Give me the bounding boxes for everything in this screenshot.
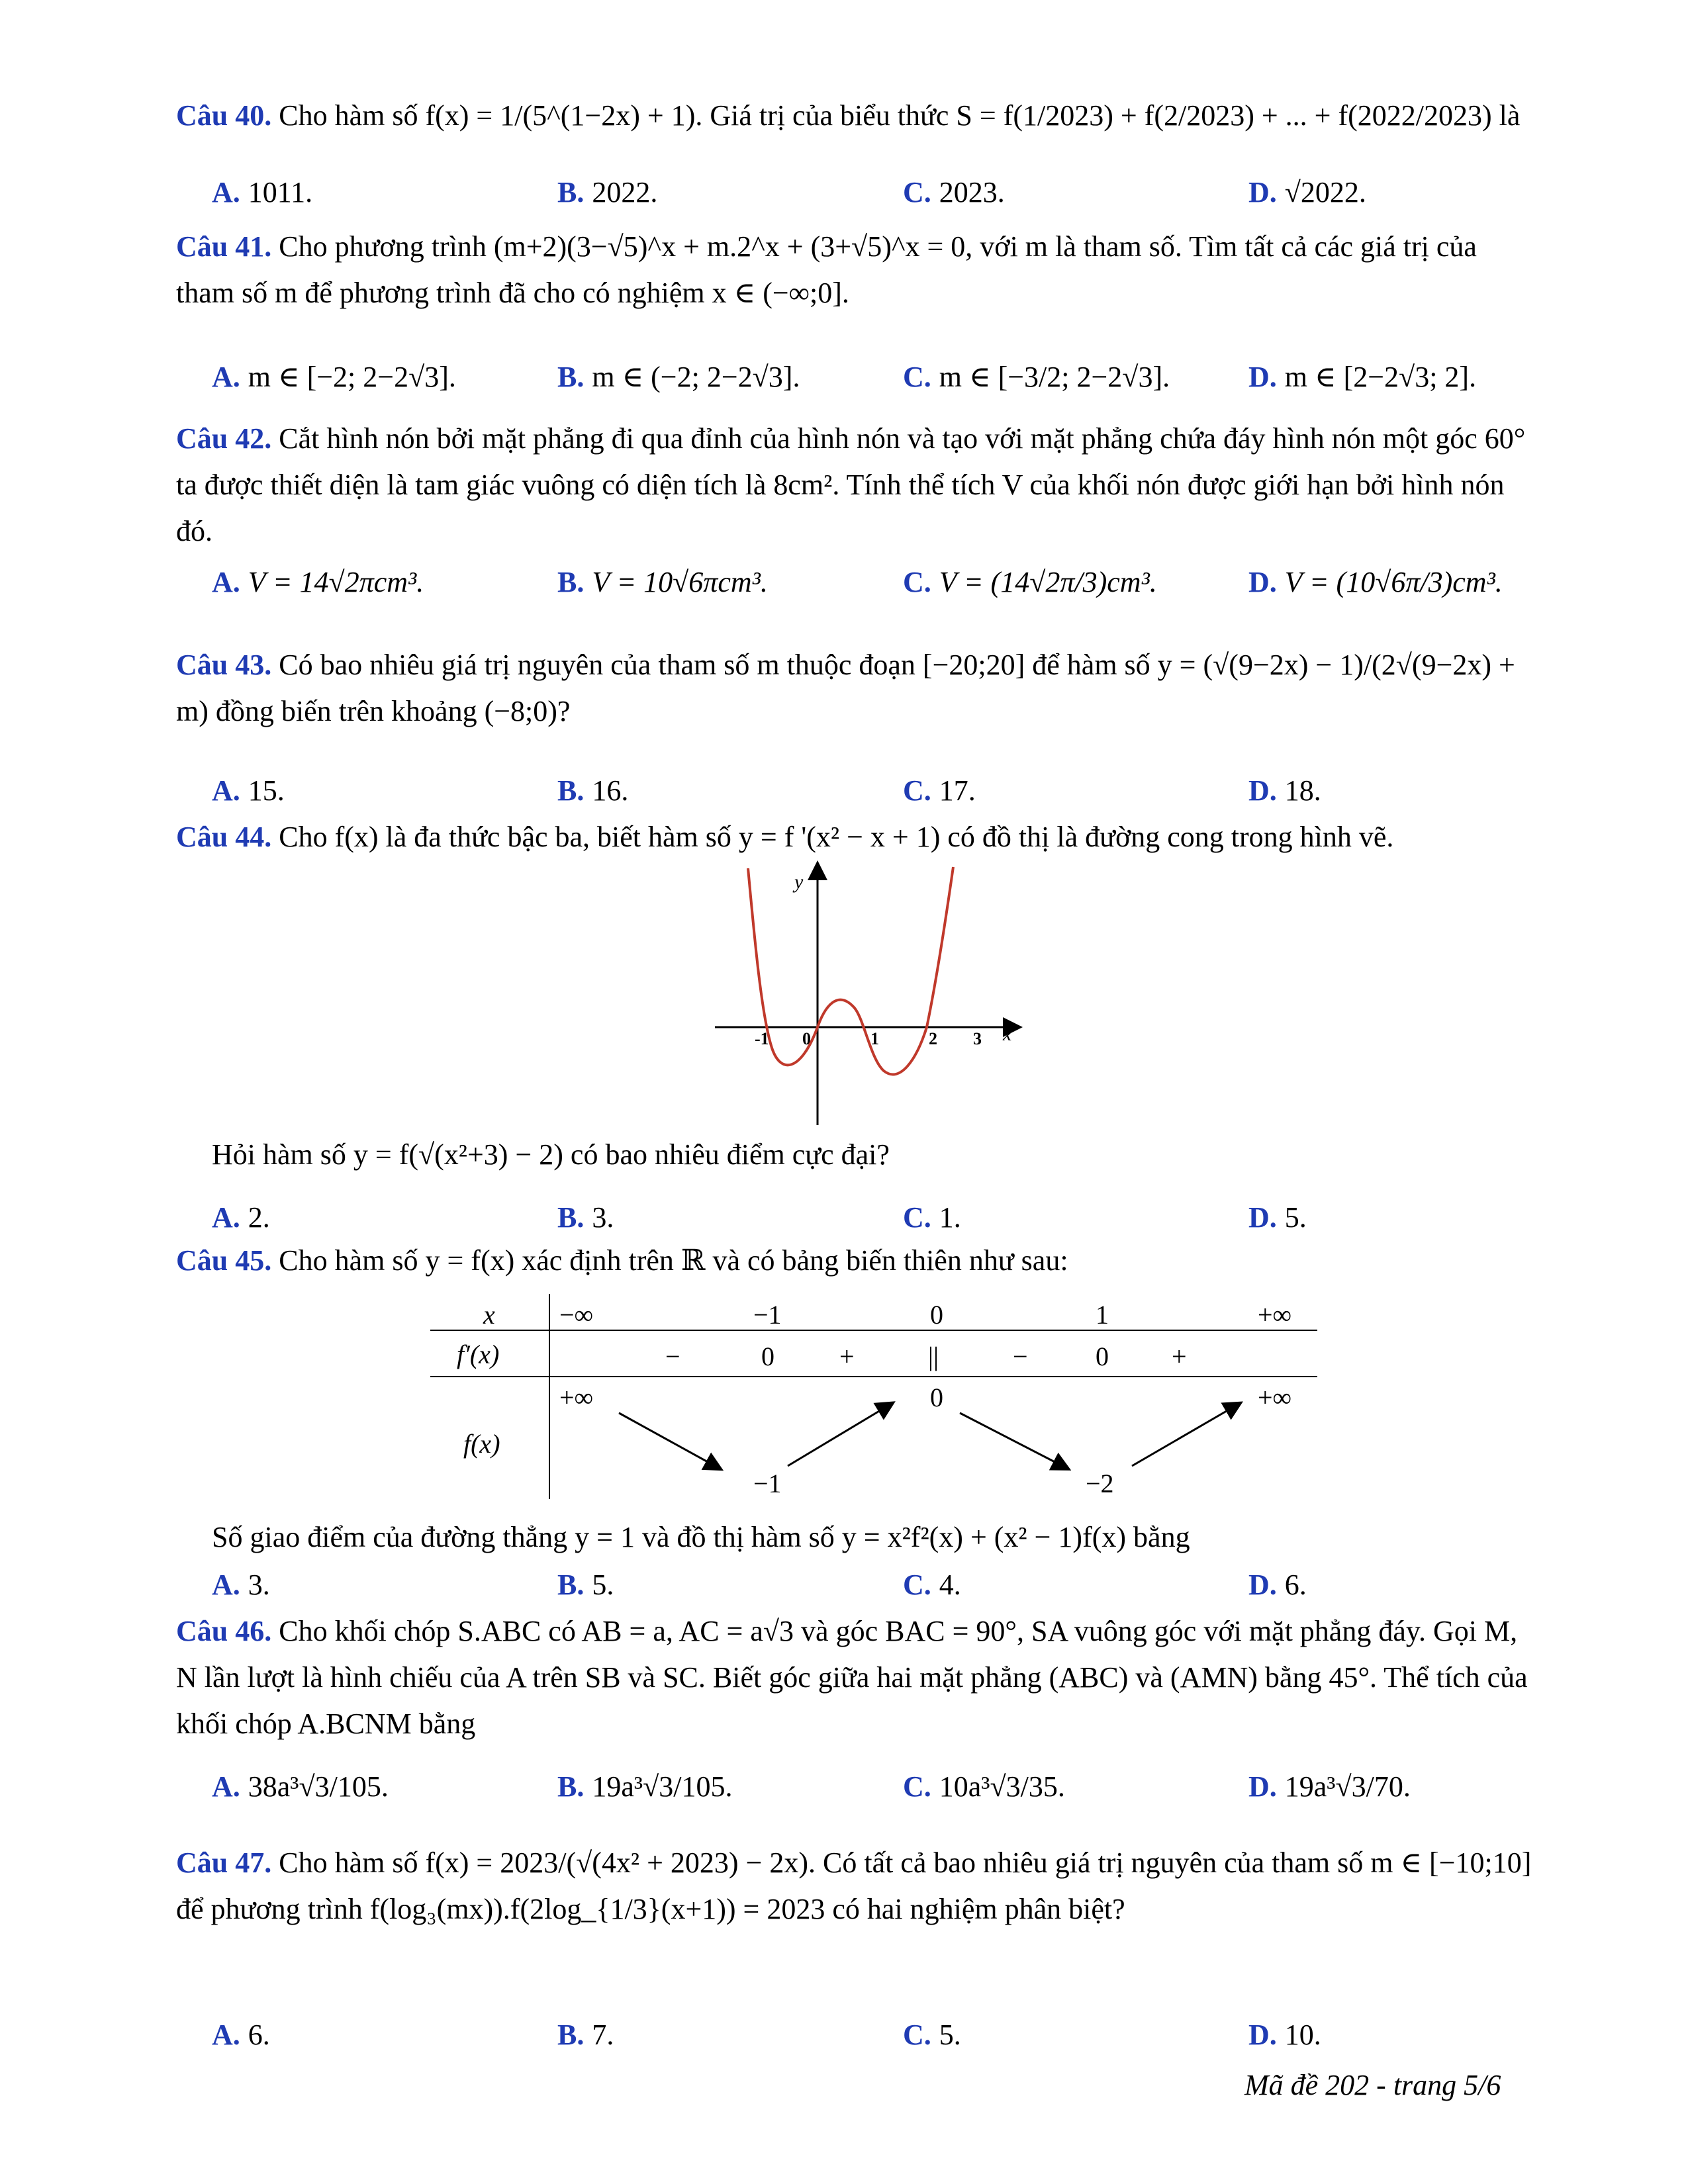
- question-44: [176, 814, 1540, 860]
- question-stem: Cho hàm số y = f(x) xác định trên ℝ và có bảng biến thiên như sau:: [279, 1244, 1068, 1277]
- question-number: Câu 44.: [176, 821, 272, 853]
- fprime-value: +: [839, 1342, 855, 1371]
- tick-label: 3: [973, 1029, 982, 1048]
- question-number: Câu 41.: [176, 230, 272, 263]
- question-43: [176, 642, 1540, 735]
- arrow-down: [960, 1413, 1062, 1466]
- f-value: −2: [1086, 1469, 1114, 1498]
- row-label-fprime: f′(x): [457, 1340, 500, 1369]
- option-a[interactable]: A. 6.: [212, 2019, 270, 2051]
- question-number: Câu 47.: [176, 1846, 272, 1879]
- option-c[interactable]: C. 4.: [903, 1569, 961, 1601]
- question-text: Hỏi hàm số y = f(√(x²+3) − 2) có bao nhiêu điểm cực đại?: [212, 1138, 890, 1171]
- question-stem: Có bao nhiêu giá trị nguyên của tham số m thuộc đoạn [−20;20] để hàm số y = (√(9−2x) − 1)/(2√(9−2x) + m) đồng biến trên khoảng (−8;0)?: [176, 649, 1515, 727]
- fprime-value: +: [1172, 1342, 1187, 1371]
- question-45-ask: [212, 1514, 1575, 1561]
- tick-label: 0: [802, 1029, 811, 1048]
- options-46: [212, 1764, 1536, 1810]
- question-42: [176, 416, 1540, 555]
- option-b[interactable]: B. 2022.: [557, 176, 658, 208]
- tick-label: 2: [929, 1029, 937, 1048]
- option-a[interactable]: A. 3.: [212, 1569, 270, 1601]
- option-b[interactable]: B. 3.: [557, 1201, 614, 1234]
- fprime-value: 0: [761, 1342, 774, 1371]
- x-value: −1: [753, 1300, 782, 1330]
- option-b[interactable]: B. 16.: [557, 774, 629, 807]
- option-c[interactable]: C. 10a³√3/35.: [903, 1770, 1065, 1803]
- option-a[interactable]: A. 1011.: [212, 176, 313, 208]
- option-a[interactable]: A. m ∈ [−2; 2−2√3].: [212, 361, 456, 393]
- option-a[interactable]: A. V = 14√2πcm³.: [212, 566, 424, 598]
- option-b[interactable]: B. m ∈ (−2; 2−2√3].: [557, 361, 800, 393]
- option-d[interactable]: D. 5.: [1248, 1201, 1307, 1234]
- tick-label: -1: [755, 1029, 769, 1048]
- question-text: Số giao điểm của đường thẳng y = 1 và đồ thị hàm số y = x²f²(x) + (x² − 1)f(x) bằng: [212, 1521, 1190, 1553]
- variation-table: [430, 1294, 1317, 1499]
- question-number: Câu 45.: [176, 1244, 272, 1277]
- option-d[interactable]: D. m ∈ [2−2√3; 2].: [1248, 361, 1477, 393]
- question-44-ask: [212, 1132, 1575, 1178]
- arrow-down: [619, 1413, 715, 1466]
- options-45: [212, 1562, 1536, 1608]
- arrow-up: [1132, 1406, 1235, 1466]
- option-b[interactable]: B. 19a³√3/105.: [557, 1770, 733, 1803]
- option-c[interactable]: C. 2023.: [903, 176, 1005, 208]
- f-value: +∞: [1258, 1383, 1292, 1412]
- question-46: [176, 1608, 1540, 1747]
- x-value: 0: [930, 1300, 943, 1330]
- x-axis-label: x: [1003, 1023, 1012, 1045]
- option-b[interactable]: B. 5.: [557, 1569, 614, 1601]
- x-value: −∞: [559, 1300, 594, 1330]
- question-number: Câu 46.: [176, 1615, 272, 1647]
- option-d[interactable]: D. √2022.: [1248, 176, 1366, 208]
- option-b[interactable]: B. V = 10√6πcm³.: [557, 566, 768, 598]
- f-value: 0: [930, 1383, 943, 1412]
- question-number: Câu 42.: [176, 422, 272, 455]
- question-stem: Cho phương trình (m+2)(3−√5)^x + m.2^x + (3+√5)^x = 0, với m là tham số. Tìm tất cả các giá trị của tham số m để phương trình đã cho có nghiệm x ∈ (−∞;0].: [176, 230, 1477, 309]
- question-45: [176, 1238, 1540, 1284]
- question-stem: Cho f(x) là đa thức bậc ba, biết hàm số y = f '(x² − x + 1) có đồ thị là đường cong trong hình vẽ.: [279, 821, 1394, 853]
- question-number: Câu 40.: [176, 99, 272, 132]
- options-44: [212, 1195, 1536, 1241]
- option-c[interactable]: C. 1.: [903, 1201, 961, 1234]
- option-d[interactable]: D. 10.: [1248, 2019, 1321, 2051]
- question-number: Câu 43.: [176, 649, 272, 681]
- fprime-value: −: [665, 1342, 680, 1371]
- fprime-value: ||: [928, 1342, 939, 1371]
- option-d[interactable]: D. 6.: [1248, 1569, 1307, 1601]
- question-stem: Cắt hình nón bởi mặt phẳng đi qua đỉnh của hình nón và tạo với mặt phẳng chứa đáy hình nón một góc 60° ta được thiết diện là tam giác vuông có diện tích là 8cm². Tính thể tích V của khối nón được giới hạn bởi hình nón đó.: [176, 422, 1526, 547]
- option-c[interactable]: C. 5.: [903, 2019, 961, 2051]
- question-stem: Cho hàm số f(x) = 2023/(√(4x² + 2023) − 2x). Có tất cả bao nhiêu giá trị nguyên của tham số m ∈ [−10;10] để phương trình f(log₃(mx)).f(2log_{1/3}(x+1)) = 2023 có hai nghiệm phân biệt?: [176, 1846, 1532, 1925]
- option-c[interactable]: C. m ∈ [−3/2; 2−2√3].: [903, 361, 1170, 393]
- options-43: [212, 768, 1536, 814]
- f-value: +∞: [559, 1383, 594, 1412]
- option-c[interactable]: C. 17.: [903, 774, 976, 807]
- option-d[interactable]: D. V = (10√6π/3)cm³.: [1248, 566, 1503, 598]
- options-40: [212, 169, 1536, 216]
- arrow-up: [788, 1406, 887, 1466]
- tick-label: 1: [870, 1029, 879, 1048]
- option-c[interactable]: C. V = (14√2π/3)cm³.: [903, 566, 1157, 598]
- question-41: [176, 224, 1540, 316]
- curve: [748, 867, 953, 1074]
- row-label-f: f(x): [463, 1429, 500, 1459]
- question-stem: Cho hàm số f(x) = 1/(5^(1−2x) + 1). Giá trị của biểu thức S = f(1/2023) + f(2/2023) + ... + f(2022/2023) là: [279, 99, 1521, 132]
- option-d[interactable]: D. 18.: [1248, 774, 1321, 807]
- option-d[interactable]: D. 19a³√3/70.: [1248, 1770, 1411, 1803]
- x-value: 1: [1096, 1300, 1109, 1330]
- fprime-value: −: [1013, 1342, 1028, 1371]
- option-b[interactable]: B. 7.: [557, 2019, 614, 2051]
- question-stem: Cho khối chóp S.ABC có AB = a, AC = a√3 và góc BAC = 90°, SA vuông góc với mặt phẳng đáy. Gọi M, N lần lượt là hình chiếu của A trên SB và SC. Biết góc giữa hai mặt phẳng (ABC) và (AMN) bằng 45°. Thể tích của khối chóp A.BCNM bằng: [176, 1615, 1528, 1740]
- option-a[interactable]: A. 38a³√3/105.: [212, 1770, 389, 1803]
- page-footer: Mã đề 202 - trang 5/6: [1244, 2069, 1501, 2101]
- option-a[interactable]: A. 2.: [212, 1201, 270, 1234]
- x-value: +∞: [1258, 1300, 1292, 1330]
- y-axis-label: y: [794, 871, 804, 893]
- f-value: −1: [753, 1469, 782, 1498]
- fprime-value: 0: [1096, 1342, 1109, 1371]
- row-label-x: x: [483, 1300, 495, 1330]
- options-42: [212, 559, 1536, 606]
- question-40: [176, 93, 1540, 139]
- question-47: [176, 1840, 1540, 1933]
- option-a[interactable]: A. 15.: [212, 774, 285, 807]
- options-47: [212, 2012, 1536, 2058]
- q44-graph: [702, 860, 1033, 1132]
- options-41: [212, 354, 1536, 400]
